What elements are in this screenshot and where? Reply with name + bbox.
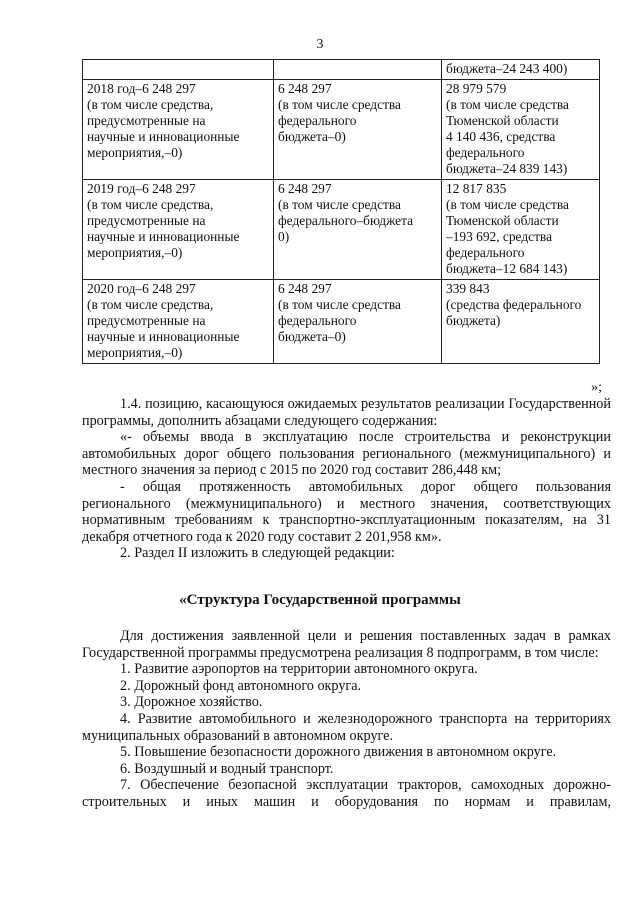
cell-line: (в том числе средства, (87, 97, 214, 112)
paragraph-position-change: 1.4. позицию, касающуюся ожидаемых результатов реализации Государственной программы, дополнить абзацами следующего содержания: (82, 396, 611, 429)
cell-line: бюджета–24 243 400) (446, 61, 568, 76)
cell-line: научные и инновационные (87, 229, 240, 244)
cell-line: научные и инновационные (87, 329, 240, 344)
cell-line: 339 843 (446, 281, 490, 296)
cell-line: Тюменской области (446, 113, 559, 128)
subprogram-item: 6. Воздушный и водный транспорт. (120, 760, 334, 777)
cell-line: (в том числе средства (278, 297, 401, 312)
cell-line: (средства федерального (446, 297, 582, 312)
subprogram-item: 5. Повышение безопасности дорожного движения в автономном округе. (120, 744, 557, 761)
cell-line: 28 979 579 (446, 81, 507, 96)
closing-quote-mark: »; (591, 380, 602, 395)
cell-line: –193 692, средства (446, 229, 553, 244)
cell-line: (в том числе средства, (87, 297, 214, 312)
cell-line: (в том числе средства (446, 97, 569, 112)
paragraph-section-two: 2. Раздел II изложить в следующей редакции: (120, 545, 395, 562)
cell-line: предусмотренные на (87, 113, 206, 128)
table-cell (83, 60, 274, 80)
budget-table-body (83, 60, 600, 364)
table-row (83, 280, 600, 364)
subprogram-item: 7. Обеспечение безопасной эксплуатации тракторов, самоходных дорожно-строительных и иных машин и оборудования по нормам и правилам, (82, 777, 611, 810)
table-cell (83, 280, 274, 364)
cell-line: 2020 год–6 248 297 (87, 281, 196, 296)
subprogram-item: 2. Дорожный фонд автономного округа. (120, 677, 362, 694)
cell-line: бюджета–24 839 143) (446, 161, 568, 176)
table-cell (442, 280, 600, 364)
cell-line: федерального (446, 145, 525, 160)
cell-line: (в том числе средства (278, 197, 401, 212)
table-cell (274, 60, 442, 80)
cell-line: 2019 год–6 248 297 (87, 181, 196, 196)
cell-line: 12 817 835 (446, 181, 507, 196)
cell-line: бюджета) (446, 313, 501, 328)
subprogram-item: 1. Развитие аэропортов на территории автономного округа. (120, 661, 478, 678)
cell-line: 0) (278, 229, 290, 244)
table-cell (442, 60, 600, 80)
cell-line: (в том числе средства (278, 97, 401, 112)
table-cell (274, 180, 442, 280)
paragraph-intro: Для достижения заявленной цели и решения поставленных задач в рамках Государственной программы предусмотрена реализация 8 подпрограмм, в том числе: (82, 628, 611, 661)
cell-line: предусмотренные на (87, 213, 206, 228)
cell-line: бюджета–12 684 143) (446, 261, 568, 276)
subprogram-item: 3. Дорожное хозяйство. (120, 694, 263, 711)
table-cell (83, 180, 274, 280)
table-row (83, 180, 600, 280)
budget-table (82, 59, 600, 364)
cell-line: мероприятия,–0) (87, 245, 183, 260)
structure-text-block (82, 628, 611, 811)
cell-line: 6 248 297 (278, 181, 332, 196)
cell-line: (в том числе средства, (87, 197, 214, 212)
subprogram-item: 4. Развитие автомобильного и железнодорожного транспорта на территориях муниципальных образований в автономном округе. (82, 710, 611, 744)
cell-line: Тюменской области (446, 213, 559, 228)
table-cell (274, 280, 442, 364)
table-row (83, 60, 600, 80)
table-cell (274, 80, 442, 180)
cell-line: бюджета–0) (278, 129, 346, 144)
paragraph-road-commissioning: «- объемы ввода в эксплуатацию после строительства и реконструкции автомобильных дорог общего пользования регионального (межмуниципального) и местного значения за период с 2015 по 2020 год составит 286,448 км; (82, 429, 611, 479)
cell-line: федерального (446, 245, 525, 260)
table-cell (442, 80, 600, 180)
table-cell (83, 80, 274, 180)
cell-line: мероприятия,–0) (87, 345, 183, 360)
cell-line: предусмотренные на (87, 313, 206, 328)
cell-line: 6 248 297 (278, 281, 332, 296)
cell-line: федерального (278, 313, 357, 328)
amendment-text-block (82, 396, 611, 562)
cell-line: федерального (278, 113, 357, 128)
table-row (83, 80, 600, 180)
paragraph-road-length: - общая протяженность автомобильных дорог общего пользования регионального (межмуниципального) и местного значения, соответствующих нормативным требованиям к транспортно-эксплуатационным показателям, на 31 декабря отчетного года к 2020 году составит 2 201,958 км». (82, 478, 611, 545)
cell-line: 2018 год–6 248 297 (87, 81, 196, 96)
page-number: 3 (316, 37, 324, 52)
cell-line: мероприятия,–0) (87, 145, 183, 160)
section-heading: «Структура Государственной программы (179, 592, 461, 608)
cell-line: научные и инновационные (87, 129, 240, 144)
cell-line: 4 140 436, средства (446, 129, 556, 144)
cell-line: (в том числе средства (446, 197, 569, 212)
cell-line: 6 248 297 (278, 81, 332, 96)
table-cell (442, 180, 600, 280)
cell-line: федерального–бюджета (278, 213, 414, 228)
cell-line: бюджета–0) (278, 329, 346, 344)
